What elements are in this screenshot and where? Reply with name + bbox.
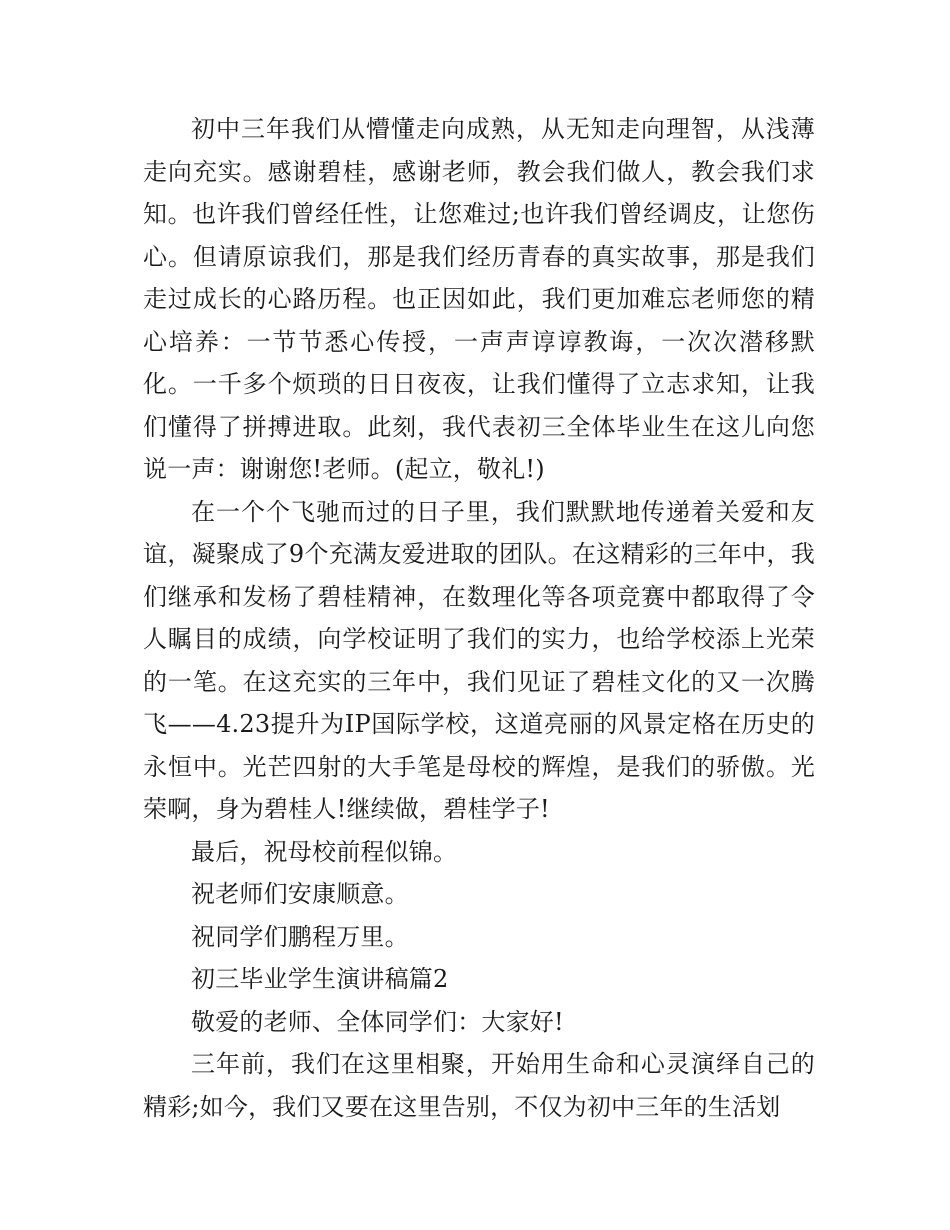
paragraph-gratitude: 初中三年我们从懵懂走向成熟，从无知走向理智，从浅薄走向充实。感谢碧桂，感谢老师，教会我们做人，教会我们求知。也许我们曾经任性，让您难过;也许我们曾经调皮，让您伤心。但请原谅我们，那是我们经历青春的真实故事，那是我们走过成长的心路历程。也正因如此，我们更加难忘老师您的精心培养：一节节悉心传授，一声声谆谆教诲，一次次潜移默化。一千多个烦琐的日日夜夜，让我们懂得了立志求知，让我们懂得了拼搏进取。此刻，我代表初三全体毕业生在这儿向您说一声：谢谢您!老师。(起立，敬礼!) bbox=[143, 115, 815, 483]
paragraph-achievements: 在一个个飞驰而过的日子里，我们默默地传递着关爱和友谊，凝聚成了9个充满友爱进取的团队。在这精彩的三年中，我们继承和发杨了碧桂精神，在数理化等各项竞赛中都取得了令人瞩目的成绩，向学校证明了我们的实力，也给学校添上光荣的一笔。在这充实的三年中，我们见证了碧桂文化的又一次腾飞——4.23提升为IP国际学校，这道亮丽的风景定格在历史的永恒中。光芒四射的大手笔是母校的辉煌，是我们的骄傲。光荣啊，身为碧桂人!继续做，碧桂学子! bbox=[143, 497, 815, 823]
salutation: 敬爱的老师、全体同学们：大家好! bbox=[191, 1007, 564, 1036]
section-heading: 初三毕业学生演讲稿篇2 bbox=[191, 965, 449, 993]
document-page bbox=[143, 108, 815, 1128]
paragraph-three-years: 三年前，我们在这里相聚，开始用生命和心灵演绎自己的精彩;如今，我们又要在这里告别，不仅为初中三年的生活划 bbox=[143, 1050, 815, 1121]
paragraph-wish-classmates: 祝同学们鹏程万里。 bbox=[191, 922, 409, 951]
paragraph-wish-school: 最后，祝母校前程似锦。 bbox=[191, 837, 458, 866]
paragraph-wish-teachers: 祝老师们安康顺意。 bbox=[191, 880, 409, 908]
